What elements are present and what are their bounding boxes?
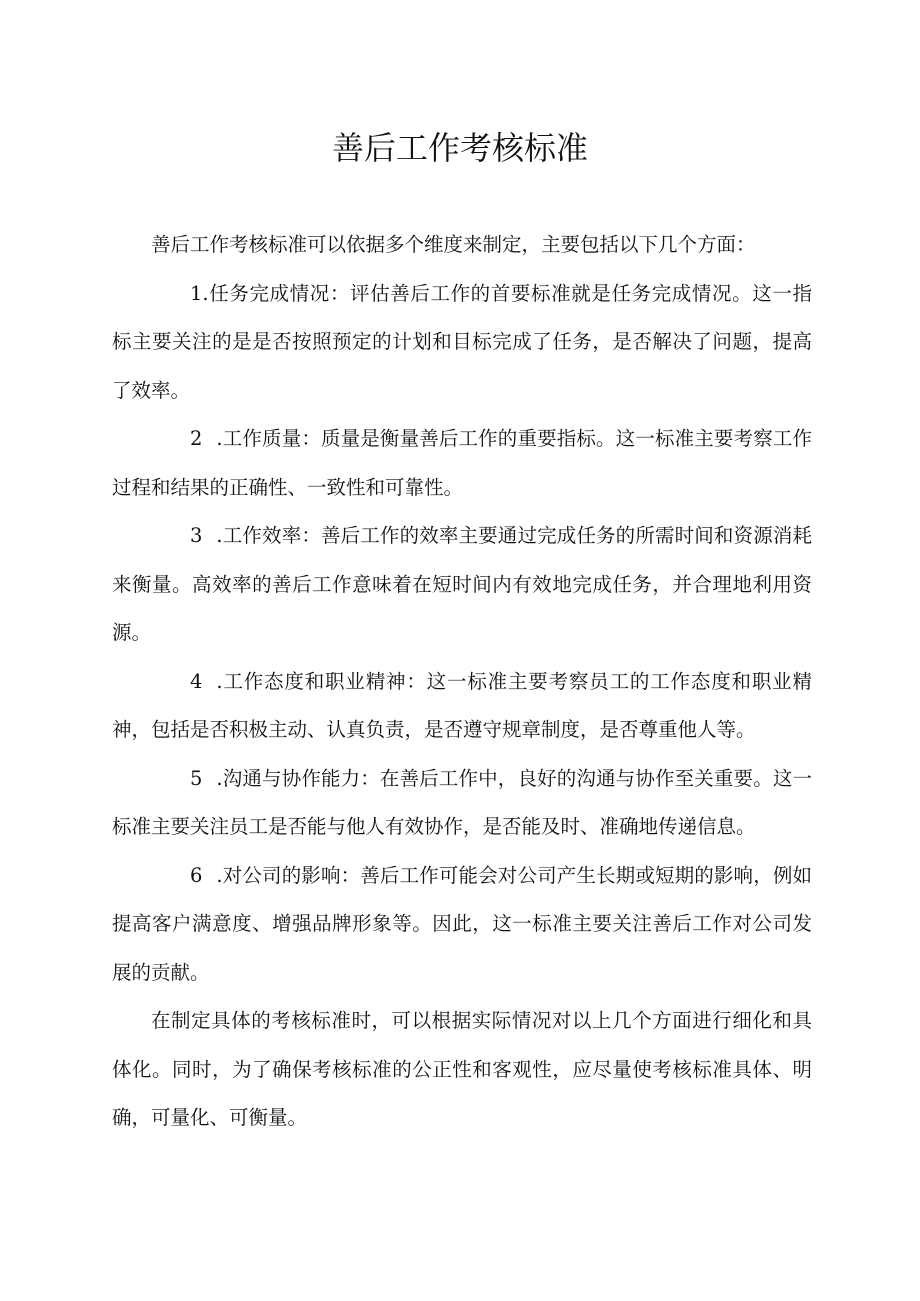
list-item-4 <box>112 658 812 755</box>
item-text: .对公司的影响：善后工作可能会对公司产生长期或短期的影响，例如提高客户满意度、增强品牌形象等。因此，这一标准主要关注善后工作对公司发展的贡献。 <box>112 863 812 984</box>
item-number: 1. <box>190 281 209 305</box>
list-item-2 <box>112 415 812 512</box>
document-body <box>112 221 812 1143</box>
item-number: 6 <box>190 863 203 887</box>
list-item-6 <box>112 852 812 998</box>
conclusion-paragraph: 在制定具体的考核标准时，可以根据实际情况对以上几个方面进行细化和具体化。同时，为了确保考核标准的公正性和客观性，应尽量使考核标准具体、明确，可量化、可衡量。 <box>112 1009 812 1129</box>
item-text: .沟通与协作能力：在善后工作中，良好的沟通与协作至关重要。这一标准主要关注员工是否能与他人有效协作，是否能及时、准确地传递信息。 <box>112 766 812 838</box>
list-item-1 <box>112 270 812 416</box>
list-item-5 <box>112 755 812 852</box>
item-text: .工作态度和职业精神：这一标准主要考察员工的工作态度和职业精神，包括是否积极主动、认真负责，是否遵守规章制度，是否尊重他人等。 <box>112 669 812 741</box>
item-number: 3 <box>190 524 203 547</box>
list-item-3 <box>112 512 812 658</box>
document-title: 善后工作考核标准 <box>331 129 588 167</box>
item-number: 2 <box>190 427 203 450</box>
item-text: 任务完成情况：评估善后工作的首要标准就是任务完成情况。这一指标主要关注的是是否按照预定的计划和目标完成了任务，是否解决了问题，提高了效率。 <box>112 281 812 402</box>
intro-paragraph: 善后工作考核标准可以依据多个维度来制定，主要包括以下几个方面： <box>151 233 756 256</box>
item-number: 4 <box>190 669 203 693</box>
item-text: .工作效率：善后工作的效率主要通过完成任务的所需时间和资源消耗来衡量。高效率的善后工作意味着在短时间内有效地完成任务，并合理地利用资源。 <box>112 524 812 644</box>
item-number: 5 <box>190 766 203 790</box>
item-text: .工作质量：质量是衡量善后工作的重要指标。这一标准主要考察工作过程和结果的正确性、一致性和可靠性。 <box>112 427 812 499</box>
